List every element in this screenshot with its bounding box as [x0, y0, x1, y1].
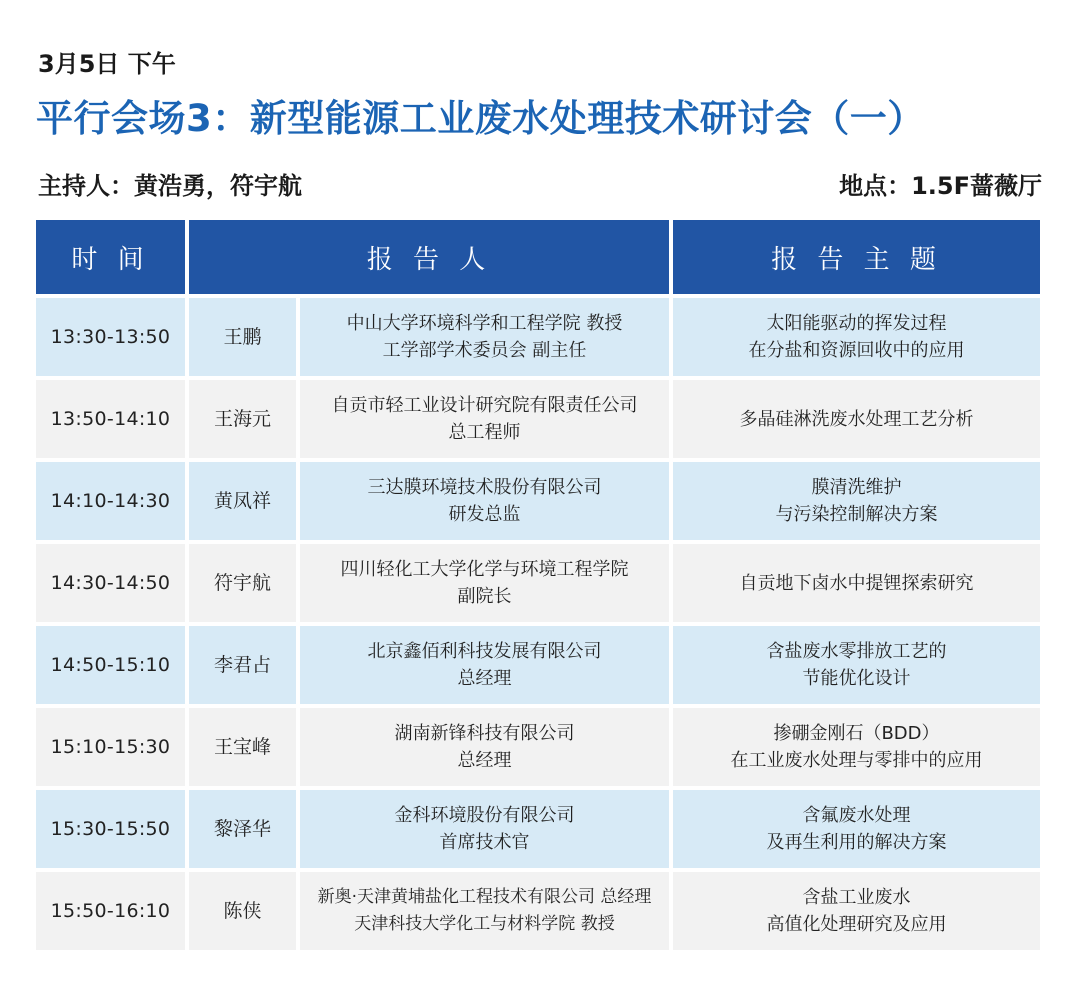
affiliation-line: 总经理: [457, 750, 512, 771]
schedule-header-row: [36, 220, 1040, 294]
schedule-table: [32, 216, 1044, 954]
table-row: [36, 626, 1040, 704]
affiliation-line: 首席技术官: [439, 832, 530, 853]
table-row: [36, 298, 1040, 376]
topic-line: 与污染控制解决方案: [775, 504, 938, 525]
row-speaker: 陈侠: [189, 872, 296, 950]
row-topic: [673, 626, 1040, 704]
row-topic: [673, 462, 1040, 540]
affiliation-line: 金科环境股份有限公司: [394, 805, 575, 826]
table-row: [36, 708, 1040, 786]
topic-line: 掺硼金刚石（BDD）: [773, 723, 940, 744]
row-speaker: 王鹏: [189, 298, 296, 376]
affiliation-line: 副院长: [457, 586, 512, 607]
row-time: 15:30-15:50: [36, 790, 185, 868]
row-topic: [673, 380, 1040, 458]
topic-line: 太阳能驱动的挥发过程: [766, 313, 947, 334]
session-location: 地点：1.5F蔷薇厅: [839, 172, 1042, 200]
row-affiliation: [300, 380, 669, 458]
affiliation-line: 新奥·天津黄埔盐化工程技术有限公司 总经理: [317, 887, 652, 907]
table-row: [36, 790, 1040, 868]
affiliation-line: 研发总监: [448, 504, 521, 525]
row-time: 14:50-15:10: [36, 626, 185, 704]
topic-line: 高值化处理研究及应用: [766, 914, 947, 935]
topic-line: 含盐工业废水: [802, 887, 911, 908]
affiliation-line: 总经理: [457, 668, 512, 689]
table-row: [36, 872, 1040, 950]
table-row: [36, 462, 1040, 540]
row-speaker: 李君占: [189, 626, 296, 704]
affiliation-line: 四川轻化工大学化学与环境工程学院: [340, 559, 629, 580]
row-topic: [673, 872, 1040, 950]
row-speaker: 黎泽华: [189, 790, 296, 868]
topic-line: 在工业废水处理与零排中的应用: [730, 750, 983, 771]
topic-line: 及再生利用的解决方案: [766, 832, 947, 853]
header-speaker: 报 告 人: [189, 220, 669, 294]
row-topic: [673, 544, 1040, 622]
session-title: 平行会场3：新型能源工业废水处理技术研讨会（一）: [36, 97, 925, 140]
row-time: 14:10-14:30: [36, 462, 185, 540]
row-topic: [673, 790, 1040, 868]
row-affiliation: [300, 462, 669, 540]
affiliation-line: 中山大学环境科学和工程学院 教授: [346, 313, 623, 334]
row-time: 14:30-14:50: [36, 544, 185, 622]
affiliation-line: 三达膜环境技术股份有限公司: [367, 477, 602, 498]
topic-line: 多晶硅淋洗废水处理工艺分析: [739, 408, 974, 430]
session-host: 主持人：黄浩勇，符宇航: [38, 172, 302, 200]
topic-line: 在分盐和资源回收中的应用: [748, 340, 965, 361]
affiliation-line: 总工程师: [448, 422, 521, 443]
row-speaker: 王海元: [189, 380, 296, 458]
affiliation-line: 湖南新锋科技有限公司: [394, 723, 575, 744]
session-date: 3月5日 下午: [38, 50, 176, 78]
topic-line: 含氟废水处理: [802, 805, 911, 826]
row-affiliation: [300, 708, 669, 786]
affiliation-line: 自贡市轻工业设计研究院有限责任公司: [331, 395, 638, 416]
row-topic: [673, 298, 1040, 376]
topic-line: 膜清洗维护: [811, 477, 902, 498]
row-speaker: 王宝峰: [189, 708, 296, 786]
row-topic: [673, 708, 1040, 786]
topic-line: 节能优化设计: [802, 668, 911, 689]
affiliation-line: 工学部学术委员会 副主任: [382, 340, 587, 361]
row-time: 15:50-16:10: [36, 872, 185, 950]
table-row: [36, 544, 1040, 622]
row-affiliation: [300, 544, 669, 622]
row-affiliation: [300, 872, 669, 950]
row-speaker: 符宇航: [189, 544, 296, 622]
affiliation-line: 天津科技大学化工与材料学院 教授: [354, 914, 615, 934]
row-affiliation: [300, 626, 669, 704]
topic-line: 自贡地下卤水中提锂探索研究: [739, 572, 974, 594]
table-row: [36, 380, 1040, 458]
row-time: 13:50-14:10: [36, 380, 185, 458]
header-topic: 报 告 主 题: [673, 220, 1040, 294]
affiliation-line: 北京鑫佰利科技发展有限公司: [367, 641, 602, 662]
header-time: 时 间: [36, 220, 185, 294]
row-time: 13:30-13:50: [36, 298, 185, 376]
row-affiliation: [300, 790, 669, 868]
topic-line: 含盐废水零排放工艺的: [766, 641, 947, 662]
row-speaker: 黄凤祥: [189, 462, 296, 540]
row-affiliation: [300, 298, 669, 376]
row-time: 15:10-15:30: [36, 708, 185, 786]
